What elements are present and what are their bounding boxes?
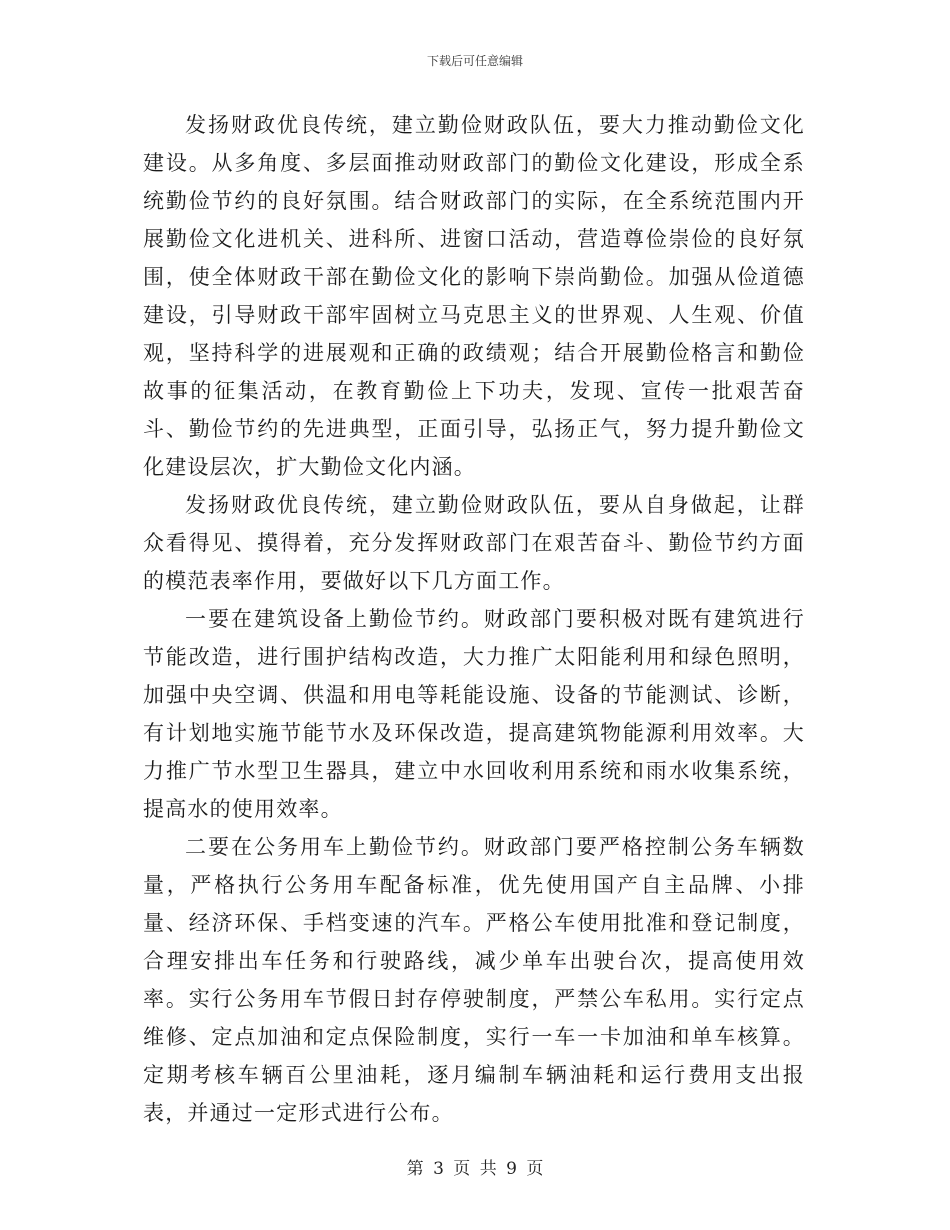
page-number-footer: 第 3 页 共 9 页 xyxy=(406,1159,544,1179)
document-body xyxy=(143,106,805,1132)
paragraph-lead-by-example: 发扬财政优良传统，建立勤俭财政队伍，要从自身做起，让群众看得见、摸得着，充分发挥财政部门在艰苦奋斗、勤俭节约方面的模范表率作用，要做好以下几方面工作。 xyxy=(143,493,805,593)
paragraph-building-equipment: 一要在建筑设备上勤俭节约。财政部门要积极对既有建筑进行节能改造，进行围护结构改造，大力推广太阳能利用和绿色照明，加强中央空调、供温和用电等耗能设施、设备的节能测试、诊断，有计划地实施节能节水及环保改造，提高建筑物能源利用效率。大力推广节水型卫生器具，建立中水回收利用系统和雨水收集系统，提高水的使用效率。 xyxy=(143,607,805,821)
paragraph-official-vehicles: 二要在公务用车上勤俭节约。财政部门要严格控制公务车辆数量，严格执行公务用车配备标准，优先使用国产自主品牌、小排量、经济环保、手档变速的汽车。严格公车使用批准和登记制度，合理安排出车任务和行驶路线，减少单车出驶台次，提高使用效率。实行公务用车节假日封存停驶制度，严禁公车私用。实行定点维修、定点加油和定点保险制度，实行一车一卡加油和单车核算。定期考核车辆百公里油耗，逐月编制车辆油耗和运行费用支出报表，并通过一定形式进行公布。 xyxy=(143,835,805,1125)
page-header-note: 下载后可任意编辑 xyxy=(426,54,523,68)
paragraph-diligence-culture: 发扬财政优良传统，建立勤俭财政队伍，要大力推动勤俭文化建设。从多角度、多层面推动财政部门的勤俭文化建设，形成全系统勤俭节约的良好氛围。结合财政部门的实际，在全系统范围内开展勤俭文化进机关、进科所、进窗口活动，营造尊俭崇俭的良好氛围，使全体财政干部在勤俭文化的影响下崇尚勤俭。加强从俭道德建设，引导财政干部牢固树立马克思主义的世界观、人生观、价值观，坚持科学的进展观和正确的政绩观；结合开展勤俭格言和勤俭故事的征集活动，在教育勤俭上下功夫，发现、宣传一批艰苦奋斗、勤俭节约的先进典型，正面引导，弘扬正气，努力提升勤俭文化建设层次，扩大勤俭文化内涵。 xyxy=(143,113,805,479)
